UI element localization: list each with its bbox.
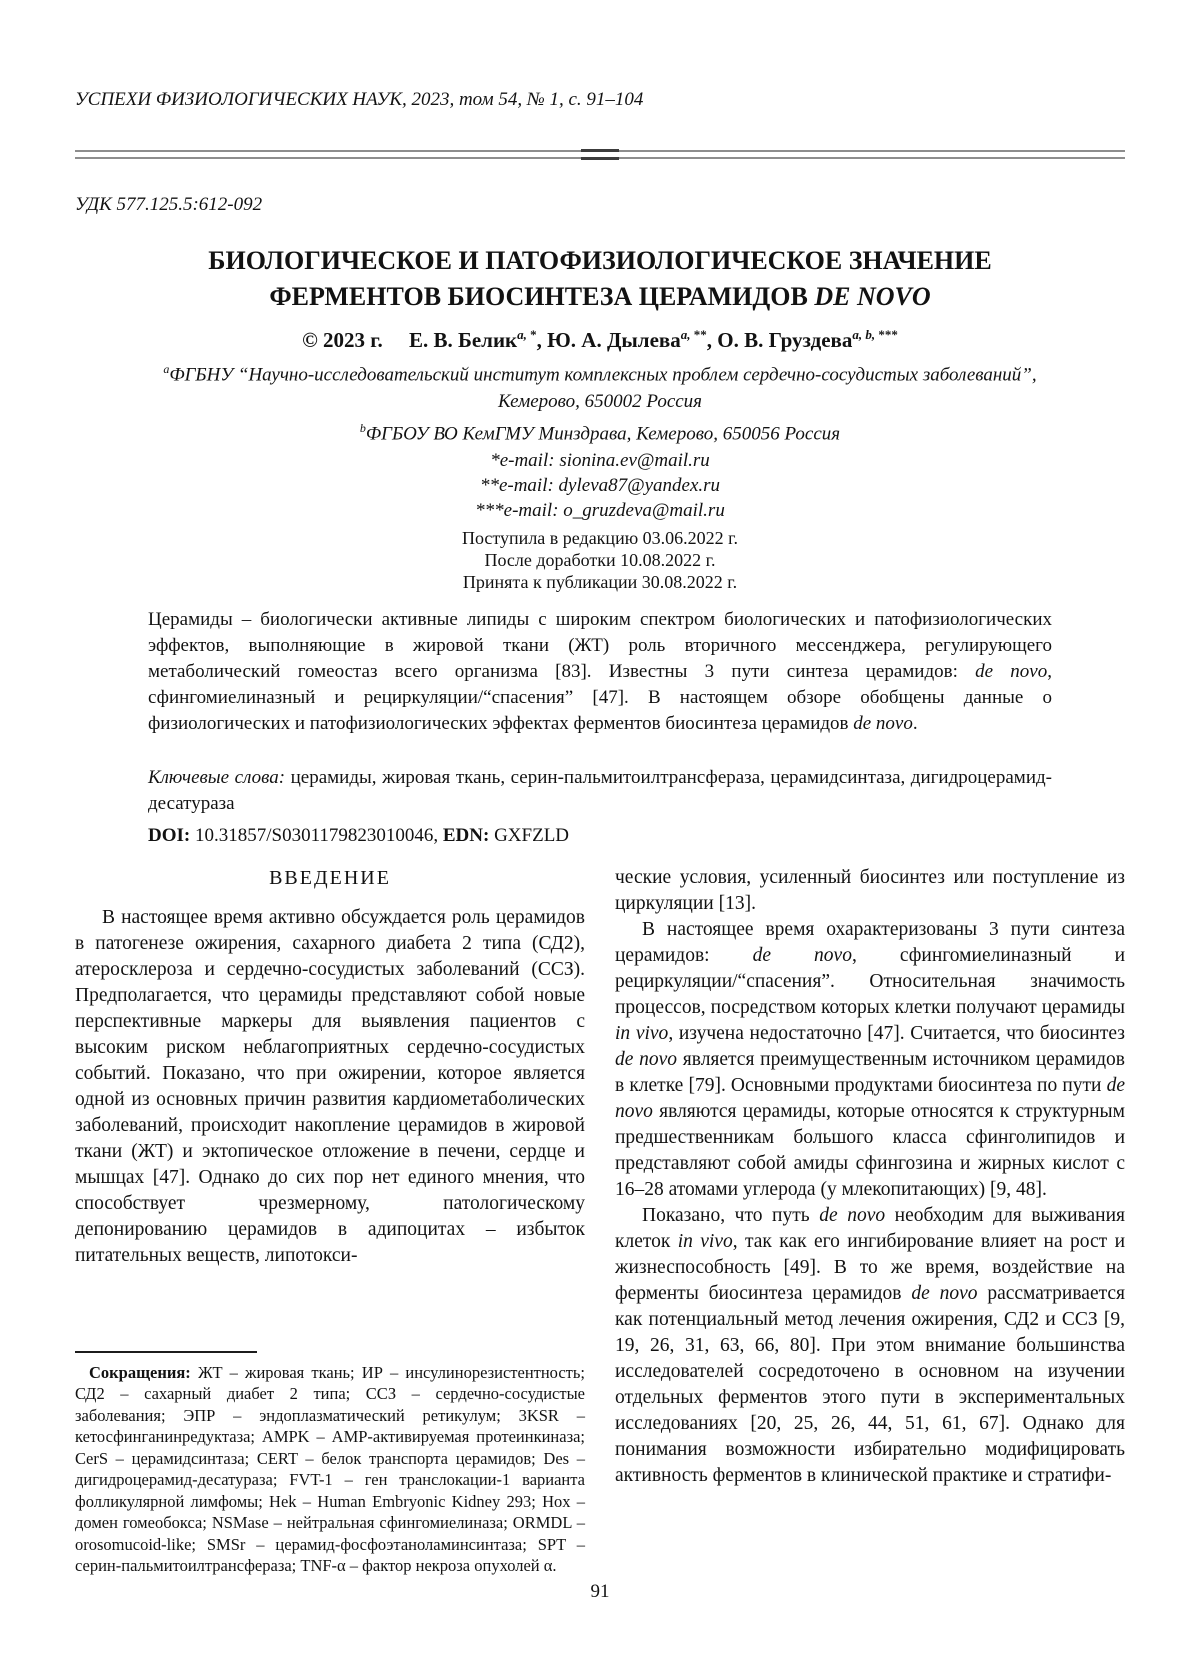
body-columns (75, 865, 1125, 1577)
article-title-line2: ФЕРМЕНТОВ БИОСИНТЕЗА ЦЕРАМИДОВ DE NOVO (269, 282, 931, 311)
affiliation-a-line2: Кемерово, 650002 Россия (497, 391, 703, 413)
emails-block (75, 448, 1125, 523)
article-title-line1: БИОЛОГИЧЕСКОЕ И ПАТОФИЗИОЛОГИЧЕСКОЕ ЗНАЧЕНИЕ (208, 246, 992, 275)
body-paragraph-de-novo-role: Показано, что путь de novo необходим для выживания клеток in vivo, так как его ингибирование влияет на рост и жизнеспособность [49]. В то же время, воздействие на ферменты биосинтеза церамидов de novo рассматривается как потенциальный метод лечения ожирения, СД2 и ССЗ [9, 19, 26, 31, 63, 66, 80]. При этом внимание большинства исследователей сосредоточено в основном на изучении отдельных ферментов этого пути в экспериментальных исследованиях [20, 25, 26, 44, 51, 61, 67]. Однако для понимания возможности избирательно модифицировать активность ферментов в клинической практике и стратифи- (615, 1204, 1125, 1486)
email-1: *e-mail: sionina.ev@mail.ru (490, 449, 710, 471)
authors-line: © 2023 г. Е. В. Белик$^{a,}$ *, Ю. А. Дылева$^{a,}$ **, О. В. Груздева$^{a, b,}$ *** (302, 327, 898, 352)
email-3: ***e-mail: o_gruzdeva@mail.ru (475, 499, 725, 521)
journal-running-head: УСПЕХИ ФИЗИОЛОГИЧЕСКИХ НАУК, 2023, том 54, № 1, с. 91–104 (75, 89, 644, 110)
section-heading-introduction: ВВЕДЕНИЕ (269, 866, 391, 889)
header-double-rule (75, 150, 1125, 159)
affiliation-b: $^b$ФГБОУ ВО КемГМУ Минздрава, Кемерово, 650056 Россия (359, 421, 841, 445)
body-column-right (615, 865, 1125, 1577)
affiliation-a-line1: $^a$ФГБНУ “Научно-исследовательский институт комплексных проблем сердечно-сосудистых заболеваний”, (163, 362, 1037, 386)
abstract-text: Церамиды – биологически активные липиды с широким спектром биологических и патофизиологических эффектов, выполняющие в жировой ткани (ЖТ) роль вторичного мессенджера, регулирующего метаболический гомеостаз всего организма [83]. Известны 3 пути синтеза церамидов: de novo, сфингомиелиназный и рециркуляции/“спасения” [47]. В настоящем обзоре обобщены данные о физиологических и патофизиологических эффектах ферментов биосинтеза церамидов de novo. (148, 608, 1052, 734)
revised-date: После доработки 10.08.2022 г. (484, 549, 716, 570)
page-number: 91 (590, 1581, 610, 1602)
abbreviations-text: Сокращения: ЖТ – жировая ткань; ИР – инсулинорезистентность; СД2 – сахарный диабет 2 типа; ССЗ – сердечно-сосудистые заболевания; ЭПР – эндоплазматический ретикулум; 3KSR – кетосфинганинредуктаза; AMPK – АМР-активируемая протеинкиназа; CerS – церамидсинтаза; CERT – белок транспорта церамидов; Des – дигидроцерамид-десатураза; FVT-1 – ген транслокации-1 варианта фолликулярной лимфомы; Hek – Human Embryonic Kidney 293; Hox – домен гомеобокса; NSMase – нейтральная сфингомиелиназа; ORMDL – orosomucoid-like; SMSr – церамид-фосфоэтаноламинсинтаза; SPT – серин-пальмитоилтрансфераза; TNF-α – фактор некроза опухолей α. (75, 1362, 585, 1576)
article-title (75, 243, 1125, 315)
intro-paragraph: В настоящее время активно обсуждается роль церамидов в патогенезе ожирения, сахарного диабета 2 типа (СД2), атеросклероза и сердечно-сосудистых заболеваний (ССЗ). Предполагается, что церамиды представляют собой новые перспективные маркеры для выявления пациентов с высоким риском неблагоприятных сердечно-сосудистых событий. Показано, что при ожирении, которое является одной из основных причин развития кардиометаболических заболеваний, происходит накопление церамидов в жировой ткани (ЖТ) и эктопическое отложение в печени, сердце и мышцах [47]. Однако до сих пор нет единого мнения, что способствует чрезмерному, патологическому депонированию церамидов в адипоцитах – избыток питательных веществ, липотокси- (75, 906, 585, 1266)
doi-line: DOI: 10.31857/S0301179823010046, EDN: GXFZLD (148, 824, 570, 846)
udk-code: УДК 577.125.5:612-092 (75, 194, 263, 215)
continuation-paragraph: ческие условия, усиленный биосинтез или поступление из циркуляции [13]. (615, 866, 1125, 914)
rule-center-mark-top (581, 149, 619, 152)
keywords-line: Ключевые слова: церамиды, жировая ткань, серин-пальмитоилтрансфераза, церамидсинтаза, дигидроцерамид-десатураза (148, 766, 1052, 814)
received-date: Поступила в редакцию 03.06.2022 г. (461, 527, 738, 548)
rule-center-mark-bottom (581, 157, 619, 160)
abbreviations-footnote (75, 1351, 585, 1577)
submission-dates (75, 527, 1125, 593)
body-paragraph-synthesis-pathways: В настоящее время охарактеризованы 3 пути синтеза церамидов: de novo, сфингомиелиназный и рециркуляции/“спасения”. Относительная значимость процессов, посредством которых клетки получают церамиды in vivo, изучена недостаточно [47]. Считается, что биосинтез de novo является преимущественным источником церамидов в клетке [79]. Основными продуктами биосинтеза по пути de novo являются церамиды, которые относятся к структурным предшественникам большого класса сфинголипидов и представляют собой амиды сфингозина и жирных кислот с 16–28 атомами углерода (у млекопитающих) [9, 48]. (615, 918, 1125, 1200)
footnote-divider (75, 1351, 257, 1353)
email-2: **e-mail: dyleva87@yandex.ru (479, 474, 721, 496)
body-column-left (75, 865, 585, 1577)
accepted-date: Принята к публикации 30.08.2022 г. (462, 571, 738, 592)
affiliations-block (75, 356, 1125, 448)
